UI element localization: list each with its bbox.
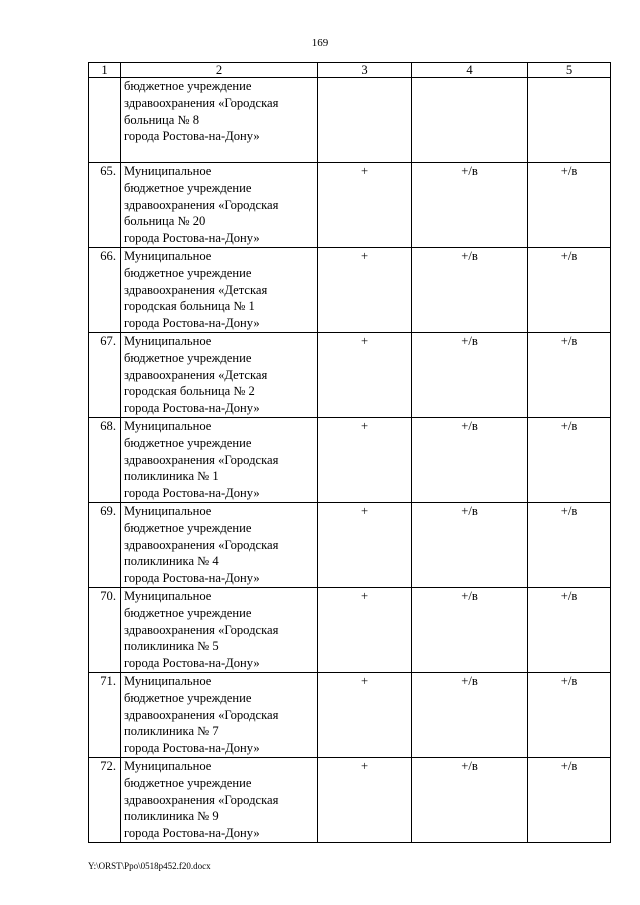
continuation-line: здравоохранения «Городская (124, 95, 279, 110)
institution-name-line: бюджетное учреждение (124, 265, 252, 280)
header-cell-2: 2 (121, 63, 318, 78)
mark-cell-c5: +/в (528, 673, 611, 758)
continuation-c5-cell (528, 78, 611, 163)
mark-cell-c4: +/в (412, 418, 528, 503)
continuation-name-cell (121, 78, 318, 163)
mark-cell-c3: + (318, 333, 412, 418)
institution-name-line: бюджетное учреждение (124, 605, 252, 620)
institution-name-line: города Ростова-на-Дону» (124, 571, 260, 586)
mark-cell-c5: +/в (528, 248, 611, 333)
institution-name-line: Муниципальное (124, 334, 212, 348)
row-number-cell: 67. (89, 333, 121, 418)
institution-name-line: городская больница № 2 (124, 384, 255, 399)
row-number-cell: 65. (89, 163, 121, 248)
institution-name-cell (121, 588, 318, 673)
institution-name-line: здравоохранения «Городская (124, 197, 279, 212)
mark-cell-c3: + (318, 758, 412, 843)
mark-cell-c3: + (318, 503, 412, 588)
table-row (89, 333, 611, 418)
table-row (89, 673, 611, 758)
institution-name-line: Муниципальное (124, 759, 212, 773)
institution-name-cell (121, 333, 318, 418)
table-body (89, 63, 611, 843)
row-number-cell: 66. (89, 248, 121, 333)
header-cell-5: 5 (528, 63, 611, 78)
row-number-cell: 70. (89, 588, 121, 673)
institution-name-line: бюджетное учреждение (124, 435, 252, 450)
institution-name-line: городская больница № 1 (124, 299, 255, 314)
institution-name-line: бюджетное учреждение (124, 775, 252, 790)
institution-name-line: Муниципальное (124, 249, 212, 263)
institution-name-cell (121, 503, 318, 588)
institution-name-line: здравоохранения «Детская (124, 367, 268, 382)
mark-cell-c5: +/в (528, 588, 611, 673)
mark-cell-c4: +/в (412, 333, 528, 418)
continuation-row (89, 78, 611, 163)
continuation-line: больница № 8 (124, 112, 199, 127)
institution-name-line: поликлиника № 5 (124, 639, 219, 654)
institution-name-line: Муниципальное (124, 589, 212, 603)
mark-cell-c3: + (318, 163, 412, 248)
institution-name-line: бюджетное учреждение (124, 350, 252, 365)
header-cell-1: 1 (89, 63, 121, 78)
institution-name-line: Муниципальное (124, 164, 212, 178)
continuation-line: города Ростова-на-Дону» (124, 129, 260, 144)
header-row (89, 63, 611, 78)
mark-cell-c5: +/в (528, 418, 611, 503)
institution-name-line: поликлиника № 9 (124, 809, 219, 824)
institution-name-cell (121, 673, 318, 758)
continuation-line: бюджетное учреждение (124, 79, 252, 93)
institution-name-line: города Ростова-на-Дону» (124, 656, 260, 671)
institution-name-line: здравоохранения «Городская (124, 537, 279, 552)
header-cell-3: 3 (318, 63, 412, 78)
institution-name-line: города Ростова-на-Дону» (124, 231, 260, 246)
continuation-num-cell (89, 78, 121, 163)
mark-cell-c4: +/в (412, 163, 528, 248)
page-number: 169 (311, 37, 329, 49)
institution-name-line: больница № 20 (124, 214, 206, 229)
institution-name-line: Муниципальное (124, 674, 212, 688)
mark-cell-c5: +/в (528, 758, 611, 843)
table-row (89, 588, 611, 673)
mark-cell-c5: +/в (528, 503, 611, 588)
institution-name-line: здравоохранения «Детская (124, 282, 268, 297)
institution-name-line: бюджетное учреждение (124, 180, 252, 195)
row-number-cell: 72. (89, 758, 121, 843)
institution-name-line: поликлиника № 1 (124, 469, 219, 484)
mark-cell-c4: +/в (412, 248, 528, 333)
institution-name-line: города Ростова-на-Дону» (124, 741, 260, 756)
institution-name-line: поликлиника № 4 (124, 554, 219, 569)
continuation-c4-cell (412, 78, 528, 163)
institution-name-line: города Ростова-на-Дону» (124, 826, 260, 841)
mark-cell-c5: +/в (528, 163, 611, 248)
institution-name-line: здравоохранения «Городская (124, 622, 279, 637)
institution-name-cell (121, 163, 318, 248)
institution-name-cell (121, 418, 318, 503)
institution-name-line: Муниципальное (124, 504, 212, 518)
institution-name-line: города Ростова-на-Дону» (124, 316, 260, 331)
institution-name-line: бюджетное учреждение (124, 690, 252, 705)
row-number-cell: 71. (89, 673, 121, 758)
continuation-c3-cell (318, 78, 412, 163)
mark-cell-c3: + (318, 418, 412, 503)
footer-file-path: Y:\ORST\Ppo\0518p452.f20.docx (88, 861, 211, 871)
table-row (89, 418, 611, 503)
mark-cell-c5: +/в (528, 333, 611, 418)
institution-name-cell (121, 758, 318, 843)
table-row (89, 248, 611, 333)
row-number-cell: 69. (89, 503, 121, 588)
mark-cell-c4: +/в (412, 588, 528, 673)
institution-name-line: здравоохранения «Городская (124, 792, 279, 807)
document-table (88, 62, 611, 843)
institution-name-line: города Ростова-на-Дону» (124, 486, 260, 501)
mark-cell-c3: + (318, 673, 412, 758)
mark-cell-c4: +/в (412, 503, 528, 588)
institution-name-line: здравоохранения «Городская (124, 707, 279, 722)
institution-name-line: здравоохранения «Городская (124, 452, 279, 467)
institution-name-line: города Ростова-на-Дону» (124, 401, 260, 416)
table-row (89, 758, 611, 843)
institution-name-line: поликлиника № 7 (124, 724, 219, 739)
mark-cell-c4: +/в (412, 673, 528, 758)
table-row (89, 163, 611, 248)
institution-name-cell (121, 248, 318, 333)
mark-cell-c3: + (318, 248, 412, 333)
institution-name-line: бюджетное учреждение (124, 520, 252, 535)
table-row (89, 503, 611, 588)
institution-name-line: Муниципальное (124, 419, 212, 433)
header-cell-4: 4 (412, 63, 528, 78)
mark-cell-c4: +/в (412, 758, 528, 843)
mark-cell-c3: + (318, 588, 412, 673)
row-number-cell: 68. (89, 418, 121, 503)
